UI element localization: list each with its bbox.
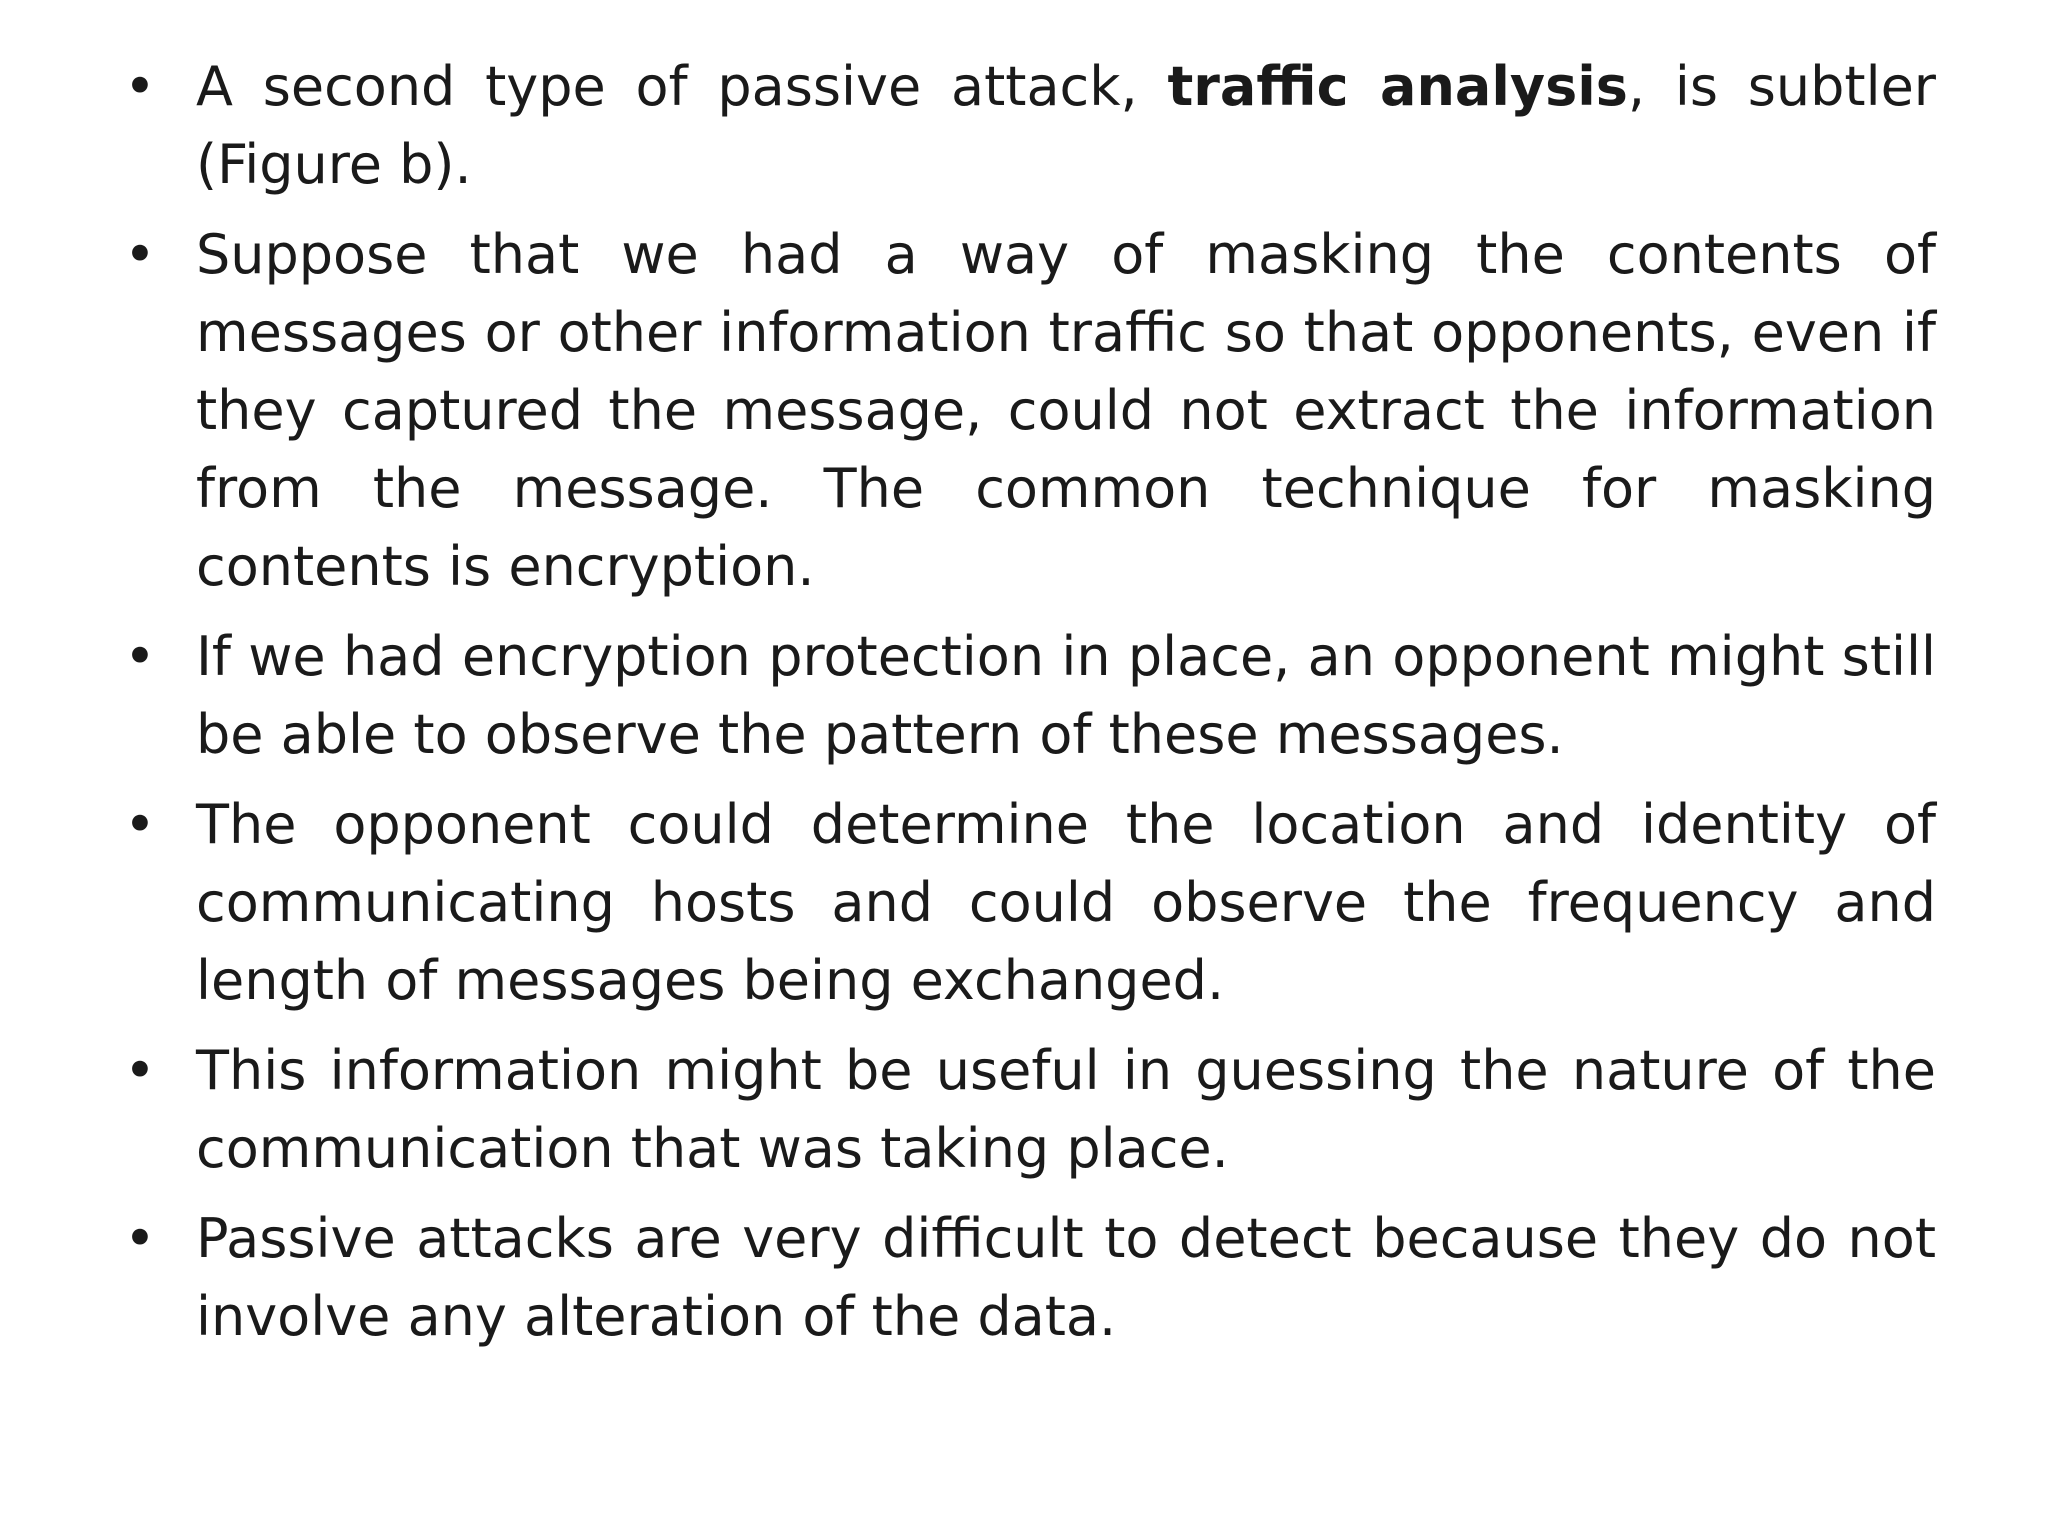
bullet-item-4 bbox=[0, 786, 2048, 1020]
bullet-item-6 bbox=[0, 1200, 2048, 1356]
bullet-dot-icon: • bbox=[124, 625, 156, 688]
bullet-item-5 bbox=[0, 1032, 2048, 1188]
bullet-item-1 bbox=[0, 48, 2048, 204]
bullet-dot-icon: • bbox=[124, 223, 156, 286]
bullet-4-text: The opponent could determine the location and identity of communicating hosts and could observe the frequency and length of messages being exchanged. bbox=[196, 793, 1936, 1012]
bullet-dot-icon: • bbox=[124, 1039, 156, 1102]
bullet-6-text: Passive attacks are very difficult to detect because they do not involve any alteration of the data. bbox=[196, 1207, 1936, 1348]
bullet-dot-icon: • bbox=[124, 55, 156, 118]
bullet-dot-icon: • bbox=[124, 1207, 156, 1270]
bullet-1-bold-term: traffic analysis bbox=[1167, 55, 1628, 118]
bullet-list bbox=[0, 48, 2048, 1368]
bullet-2-text: Suppose that we had a way of masking the contents of messages or other information traffic so that opponents, even if they captured the message, could not extract the information from the message. The common technique for masking contents is encryption. bbox=[196, 223, 1936, 598]
bullet-item-2 bbox=[0, 216, 2048, 606]
bullet-3-text: If we had encryption protection in place, an opponent might still be able to observe the pattern of these messages. bbox=[196, 625, 1936, 766]
bullet-1-text-start: A second type of passive attack, bbox=[196, 55, 1168, 118]
bullet-1-text-end: , is subtler (Figure b). bbox=[196, 55, 1936, 196]
bullet-item-3 bbox=[0, 618, 2048, 774]
bullet-dot-icon: • bbox=[124, 793, 156, 856]
bullet-5-text: This information might be useful in guessing the nature of the communication that was taking place. bbox=[196, 1039, 1936, 1180]
